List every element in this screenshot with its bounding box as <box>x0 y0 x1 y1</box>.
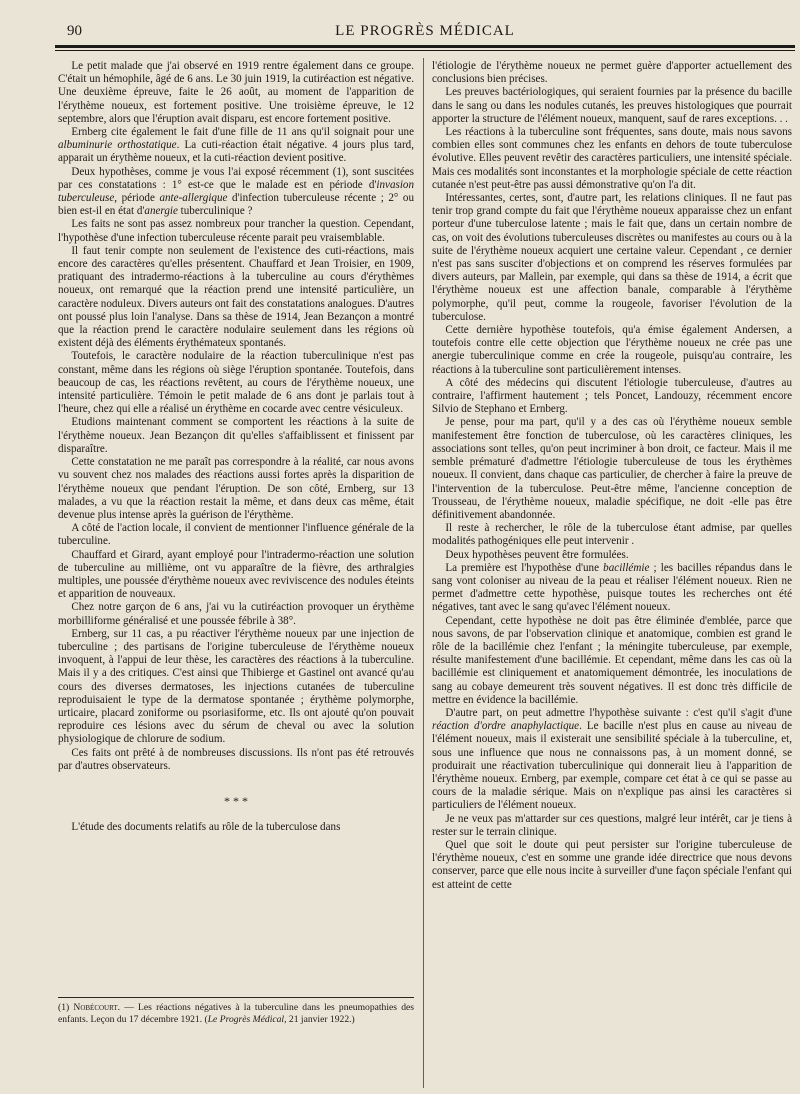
paragraph <box>432 707 792 813</box>
paragraph <box>58 601 414 627</box>
paragraph <box>58 522 414 548</box>
italic-text: ante-allergique <box>159 192 228 205</box>
text-segment: Etudions maintenant comment se comportent les réactions à la suite de l'érythème noueux. Jean Bezançon dit qu'elles s'affaiblissent et finissent par disparaître. <box>58 416 414 455</box>
paragraph <box>432 839 792 892</box>
paragraph <box>432 813 792 839</box>
text-segment: Quel que soit le doute qui peut persister sur l'origine tuberculeuse de l'érythème noueux, c'est en somme une grande idée directrice que nous devons conserver, parce que elle nous incite à surveiller d'une façon spéciale l'enfant qui est atteint de cette <box>432 838 792 891</box>
footnote-journal: Le Progrès Médical <box>207 1013 285 1025</box>
paragraph <box>432 377 792 417</box>
text-segment: Ernberg, sur 11 cas, a pu réactiver l'érythème noueux par une injection de tuberculine ; des partisans de l'origine tuberculeuse de l'érythème noueux invoquent, à l'appui de leur thèse, les caractères des réactions à la tuberculine. Mais il y a des critiques. C'est ainsi que Thibierge et Gastinel ont avancé qu'au cours des diverses dermatoses, les injections cutanées de tuberculine reproduisaient le type de la dermatose spontanée ; érythème polymorphe, urticaire, placard zoniforme ou psoriasiforme, etc. Ils ont ajouté qu'on pouvait reproduire ces lésions avec du sérum de cheval ou avec la solution physiologique de chlorure de sodium. <box>58 627 414 746</box>
paragraph <box>432 60 792 86</box>
text-segment: Les faits ne sont pas assez nombreux pour trancher la question. Cependant, l'hypothèse d'une infection tuberculeuse récente parait peu vraisemblable. <box>58 218 414 244</box>
text-segment: D'autre part, on peut admettre l'hypothèse suivante : c'est qu'il s'agit d'une <box>445 706 792 719</box>
text-segment: Intéressantes, certes, sont, d'autre part, les relations cliniques. Il ne faut pas tenir trop grand compte du fait que l'érythème noueux apparaisse chez un enfant porteur d'une tuberculose latente ; mais le fait que, dans un certain nombre de cas, on voit des évolutions tuberculeuses discrètes ou manifestes au cours ou à la suite de l'érythème noueux acquiert une certaine valeur. Cependant , ce dernier n'est pas sans susciter d'objections et on comprend les réserves formulées par divers auteurs, par Mallein, par exemple, qui dans sa thèse de 1914, a écrit que l'érythème noueux est une affection banale, comparable à l'érythème polymorphe, qu'il peut, comme la rougeole, favoriser l'évolution de la tuberculose. <box>432 192 792 323</box>
italic-text: bacillémie <box>603 561 650 574</box>
journal-title: LE PROGRÈS MÉDICAL <box>335 23 515 39</box>
italic-text: invasion tuberculeuse <box>58 178 414 205</box>
section-separator: * * * <box>224 793 248 808</box>
text-segment: Ernberg cite également le fait d'une fille de 11 ans qu'il soignait pour une <box>71 126 414 139</box>
text-segment: Deux hypothèses, comme je vous l'ai exposé récemment (1), sont suscitées par ces constatations : 1° est-ce que le malade est en période d' <box>58 165 414 191</box>
footnote-rule <box>58 997 414 998</box>
text-segment: Il faut tenir compte non seulement de l'existence des cuti-réactions, mais encore des caractères qu'elles présentent. Chauffard et Jean Troisier, en 1909, pratiquant des intradermo-réactions à la tuberculine au cours d'érythèmes noueux, ont remarqué que la réaction prend une intensité particulière, un caractère noduleux. Divers auteurs ont fait des constatations analogues. D'autres ont poussé plus loin l'analyse. Dans sa thèse de 1914, Jean Bezançon a montré que la réaction prend le caractère nodulaire seulement dans les régions où existent déjà des éléments érythémateux spontanés. <box>58 244 414 350</box>
paragraph <box>58 747 414 773</box>
text-segment: , période <box>114 192 160 205</box>
paragraph <box>58 350 414 416</box>
text-segment: Je pense, pour ma part, qu'il y a des cas où l'érythème noueux semble manifestement être fonction de tuberculose, où les caractères cliniques, les associations sont telles, qu'on peut incriminer à bon droit, ce facteur. Mais il me semble prématuré d'admettre l'étiologie tuberculeuse de tous les érythèmes noueux. Il convient, dans chaque cas particulier, de chercher à faire la preuve de l'intervention de la tuberculose. Peut-être même, l'ancienne conception de Trousseau, de l'érythème noueux, maladie spécifique, ne doit -elle pas être définitivement abandonnée. <box>432 416 792 521</box>
paragraph <box>58 416 414 456</box>
paragraph <box>58 456 414 522</box>
left-column <box>58 60 414 834</box>
left-paragraphs <box>58 60 414 773</box>
footnote <box>58 1002 414 1025</box>
paragraph <box>58 60 414 126</box>
paragraph <box>432 86 792 126</box>
text-segment: Toutefois, le caractère nodulaire de la réaction tuberculinique n'est pas constant, même dans les régions où siège l'éruption spontanée. Toutefois, dans beaucoup de cas, les réactions revêtent, au cours de l'érythème noueux, une intensité particulière. Témoin le petit malade de 6 ans dont je parlais tout à l'heure, chez qui elle a réalisé un érythème en cocarde avec centre vésiculeux. <box>58 350 414 416</box>
text-segment: l'étiologie de l'érythème noueux ne permet guère d'apporter actuellement des conclusions bien précises. <box>432 60 792 86</box>
paragraph <box>58 245 414 351</box>
text-segment: Cette dernière hypothèse toutefois, qu'a émise également Andersen, a toutefois contre elle cette objection que l'érythème noueux ne crée pas une anergie tuberculinique comme en crée la rougeole, puisqu'au contraire, les réactions à la tuberculine sont particulièrement intenses. <box>432 324 792 376</box>
italic-text: albuminurie orthostatique <box>58 139 177 152</box>
text-segment: A côté de l'action locale, il convient de mentionner l'influence générale de la tuberculine. <box>58 522 414 548</box>
left-closing-line: L'étude des documents relatifs au rôle de la tuberculose dans <box>71 820 341 833</box>
paragraph <box>58 218 414 244</box>
text-segment: Deux hypothèses peuvent être formulées. <box>445 548 629 561</box>
text-segment: Les preuves bactériologiques, qui seraient fournies par la présence du bacille dans le sang ou dans les nodules cutanés, les preuves histologiques que pourrait apporter la structure de l'élément noueux, manquent, sauf de rares exceptions. . . <box>432 86 792 125</box>
footnote-text: — Les réactions négatives à la tuberculine dans les pneumopathies des enfants. Leçon du 17 décembre 1921. ( <box>58 1002 415 1025</box>
text-segment: Cependant, cette hypothèse ne doit pas être éliminée d'emblée, parce que nous savons, de par l'observation clinique et anatomique, combien est grand le rôle de la bacillémie chez l'enfant ; la méningite tuberculeuse, par exemple, résulte manifestement d'une bacillémie. Et cependant, même dans les cas où la bacillémie est cliniquement et anatomiquement démontrée, les inoculations de sang au cobaye demeurent très souvent négatives. Il est donc très difficile de mettre en évidence la bacillémie. <box>432 614 792 706</box>
paragraph <box>58 628 414 747</box>
paragraph <box>58 166 414 219</box>
text-segment: Chez notre garçon de 6 ans, j'ai vu la cutiréaction provoquer un érythème morbilliforme généralisé et une poussée fébrile à 38°. <box>58 601 414 627</box>
italic-text: anergie <box>144 205 178 218</box>
paragraph <box>432 192 792 324</box>
header-rule-thin <box>55 50 795 51</box>
header-rule-thick <box>55 45 795 48</box>
text-segment: Ces faits ont prêté à de nombreuses discussions. Ils n'ont pas été retrouvés par d'autres observateurs. <box>58 746 414 772</box>
text-segment: . La cuti-réaction était négative. 4 jours plus tard, apparait un érythème noueux, et la cuti-réaction devient positive. <box>58 139 414 165</box>
page-header <box>55 20 795 42</box>
paragraph <box>432 615 792 707</box>
text-segment: tuberculinique ? <box>177 205 253 218</box>
footnote-author: (1) Nobécourt. <box>58 1002 121 1013</box>
paragraph <box>432 126 792 192</box>
text-segment: Je ne veux pas m'attarder sur ces questions, malgré leur intérêt, car je tiens à rester sur le terrain clinique. <box>432 812 792 838</box>
paragraph <box>432 562 792 615</box>
italic-text: réaction d'ordre anaphylactique <box>432 720 580 733</box>
text-segment: Il reste à rechercher, le rôle de la tuberculose étant admise, par quelles modalités pathogéniques elle peut intervenir . <box>432 522 792 548</box>
text-segment: Les réactions à la tuberculine sont fréquentes, sans doute, mais nous savons combien elles sont communes chez les enfants en dehors de toute tuberculose évolutive. Elles peuvent revêtir des caractères particuliers, une intensité spéciale. Mais ces modalités sont inconstantes et la morphologie spéciale de cette réaction cutanée n'est peut-être pas aussi démonstrative qu'on l'a dit. <box>432 126 792 191</box>
text-segment: . Le bacille n'est plus en cause au niveau de l'élément noueux, mais il existerait une sensibilité spéciale à la tuberculine, et, sous une influence que nous ne connaissons pas, à un moment donné, se produirait une réactivation tuberculinique qui donnerait lieu à l'apparition de l'érythème noueux. Ernberg, par exemple, compare cet état à ce qui se passe au cours de la maladie sérique. Mais on n'explique pas ainsi les caractères si particuliers de l'élément noueux. <box>432 720 792 812</box>
paragraph <box>432 324 792 377</box>
paragraph <box>432 522 792 548</box>
paragraph <box>432 549 792 562</box>
page-number: 90 <box>67 23 82 39</box>
right-column <box>432 60 792 892</box>
paragraph <box>432 416 792 522</box>
text-segment: Cette constatation ne me paraît pas correspondre à la réalité, car nous avons vu souvent chez nos malades des réactions aussi fortes après la disparition de l'érythème noueux que pendant l'éruption. De son côté, Ernberg, sur 13 malades, a vu que la réaction restait la même, et dans deux cas même, était devenue plus intense après la guérison de l'érythème. <box>58 456 414 521</box>
paragraph <box>58 549 414 602</box>
text-segment: ; les bacilles répandus dans le sang vont coloniser au niveau de la peau et réaliser l'élément noueux. Rien ne permet d'admettre cette hypothèse, puisque toutes les recherches ont été négatives, tant avec le sang qu'avec l'élément noueux. <box>432 561 792 614</box>
text-segment: Le petit malade que j'ai observé en 1919 rentre également dans ce groupe. C'était un hémophile, âgé de 6 ans. Le 30 juin 1919, la cutiréaction est négative. Une deuxième épreuve, faite le 26 août, au moment de l'apparition de l'érythème noueux, est fortement positive. Une troisième épreuve, le 12 septembre, alors que l'éruption avait disparu, est encore fortement positive. <box>58 60 414 125</box>
text-segment: La première est l'hypothèse d'une <box>445 561 604 574</box>
footnote-date: , 21 janvier 1922.) <box>284 1013 355 1025</box>
paragraph <box>58 126 414 166</box>
column-divider <box>423 58 424 1088</box>
text-segment: d'infection tuberculeuse récente ; 2° ou bien est-il en état d' <box>58 192 414 218</box>
text-segment: A côté des médecins qui discutent l'étiologie tuberculeuse, d'autres au contraire, l'affirment hautement ; tels Poncet, Landouzy, récemment encore Silvio de Stephano et Ernberg. <box>432 376 792 416</box>
text-segment: Chauffard et Girard, ayant employé pour l'intradermo-réaction une solution de tuberculine au millième, ont vu apparaître de la fièvre, des arthralgies multiples, une poussée d'érythème noueux avec reviviscence des nodules éteints et apparition de nouveaux. <box>58 548 414 601</box>
